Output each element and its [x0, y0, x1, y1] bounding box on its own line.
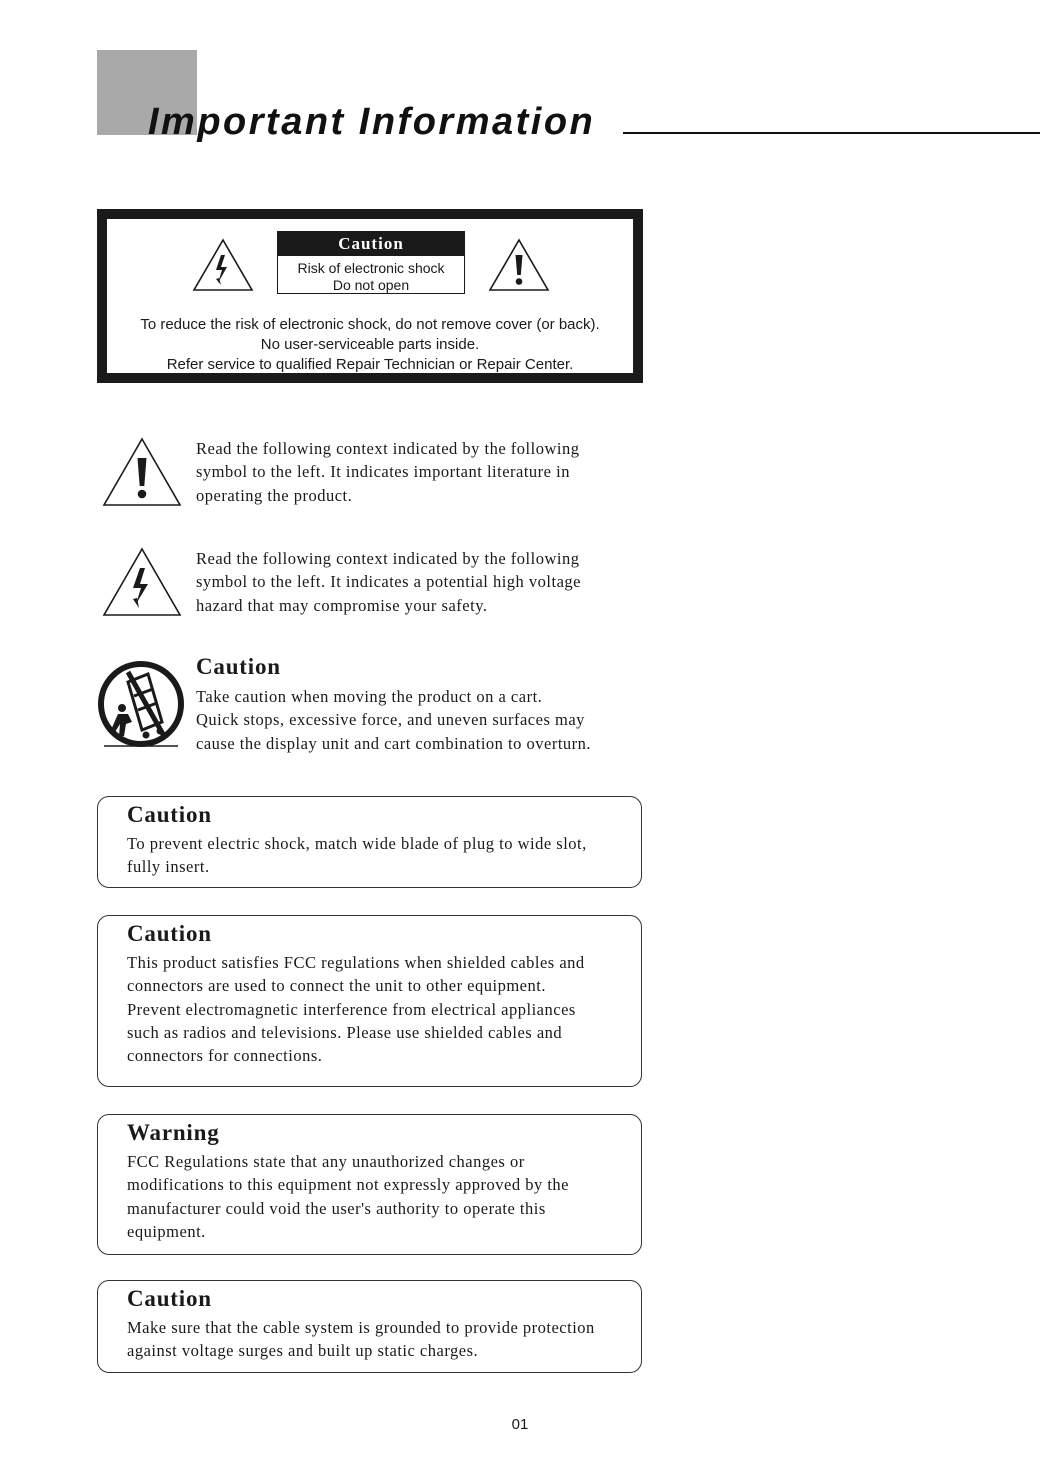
text-line: FCC Regulations state that any unauthorized changes or — [127, 1152, 525, 1171]
text-line: Read the following context indicated by the following — [196, 549, 580, 568]
text-line: connectors are used to connect the unit to other equipment. — [127, 976, 546, 996]
notice-box-warning — [97, 1114, 642, 1255]
title-rule — [623, 132, 1040, 134]
caution-label-heading: Caution — [278, 232, 464, 256]
symbol-explanation-text — [196, 547, 581, 617]
notice-box-plug — [97, 796, 642, 888]
instruction-line: No user-serviceable parts inside. — [260, 336, 480, 353]
instruction-line: Refer service to qualified Repair Technician or Repair Center. — [166, 356, 574, 373]
notice-text — [127, 832, 587, 879]
notice-text — [127, 1150, 569, 1243]
text-line: manufacturer could void the user's authority to operate this — [127, 1198, 546, 1218]
exclamation-warning-triangle-icon — [487, 237, 551, 293]
text-line: Quick stops, excessive force, and uneven surfaces may — [196, 710, 585, 730]
text-line: equipment. — [127, 1221, 206, 1241]
text-line: Make sure that the cable system is grounded to provide protection — [127, 1318, 595, 1337]
caution-label-line: Do not open — [332, 277, 410, 293]
instruction-line: To reduce the risk of electronic shock, do not remove cover (or back). — [140, 316, 600, 333]
caution-label-line: Risk of electronic shock — [297, 260, 445, 276]
page-title: Important Information — [148, 101, 596, 143]
text-line: against voltage surges and built up static charges. — [127, 1341, 479, 1361]
notice-box-cable — [97, 1280, 642, 1373]
text-line: Read the following context indicated by the following — [196, 439, 580, 458]
caution-label-frame — [97, 209, 643, 383]
text-line: such as radios and televisions. Please use shielded cables and — [127, 1022, 563, 1042]
exclamation-warning-triangle-icon — [101, 436, 183, 508]
high-voltage-triangle-icon — [101, 546, 183, 618]
caution-label — [277, 231, 465, 294]
page-number: 01 — [511, 1416, 529, 1433]
cart-caution-text — [196, 685, 591, 755]
symbol-explanation-text — [196, 437, 579, 507]
cart-caution-heading: Caution — [196, 654, 281, 679]
text-line: hazard that may compromise your safety. — [196, 595, 488, 615]
text-line: Prevent electromagnetic interference from electrical appliances — [127, 999, 576, 1019]
text-line: symbol to the left. It indicates important literature in — [196, 462, 570, 482]
notice-heading: Caution — [127, 1286, 212, 1311]
text-line: operating the product. — [196, 485, 353, 505]
cart-tip-over-icon — [98, 660, 186, 750]
text-line: Take caution when moving the product on a cart. — [196, 687, 543, 706]
text-line: symbol to the left. It indicates a potential high voltage — [196, 572, 581, 592]
text-line: This product satisfies FCC regulations when shielded cables and — [127, 953, 585, 972]
notice-text — [127, 1316, 595, 1363]
text-line: fully insert. — [127, 857, 210, 877]
notice-heading: Warning — [127, 1120, 220, 1145]
notice-text — [127, 951, 585, 1067]
caution-label-instructions — [107, 315, 633, 375]
notice-heading: Caution — [127, 802, 212, 827]
notice-box-fcc — [97, 915, 642, 1087]
text-line: modifications to this equipment not expressly approved by the — [127, 1175, 570, 1195]
high-voltage-triangle-icon — [191, 237, 255, 293]
text-line: connectors for connections. — [127, 1046, 323, 1066]
text-line: To prevent electric shock, match wide blade of plug to wide slot, — [127, 834, 587, 853]
notice-heading: Caution — [127, 921, 212, 946]
text-line: cause the display unit and cart combination to overturn. — [196, 733, 592, 753]
